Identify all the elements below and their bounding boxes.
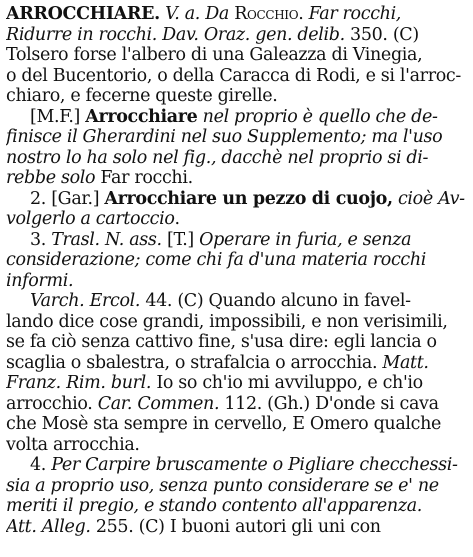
text-run: rebbe solo [6,168,96,188]
text-run: arrocchio. [6,393,98,414]
text-run: Varch. Ercol. [30,291,141,311]
text-run: 350. (C) [344,24,419,45]
text-run: Arrocchiare un pezzo di cuojo, [104,188,393,209]
text-run: Ridurre in rocchi. Dav. Oraz. gen. delib. [6,24,345,45]
text-run: 3. [30,229,52,250]
text-run: 4. [30,455,52,475]
text-run: Far rocchi. [95,168,193,188]
text-run: finisce il Gherardini nel suo Supplemento; ma l'uso [6,127,443,147]
text-run: Car. Commen. [97,393,220,414]
text-run: ARROCCHIARE. [6,4,160,24]
text-run: lando dice cose grandi, impossibili, e non verisimili, [6,311,448,332]
text-run: nostro lo ha solo nel fig., dacchè nel proprio si di- [6,147,429,168]
text-run: che Mosè sta sempre in cervello, E Omero qualche [6,414,442,434]
text-run: [M.F.] [30,106,86,127]
text-run: [T.] [161,229,200,250]
text-run: nel proprio è quello che de- [202,106,438,127]
text-run: Tolsero forse l'albero di una Galeazza di Vinegia, [6,45,423,65]
text-run: chiaro, e fecerne queste girelle. [6,86,278,106]
text-run: o del Bucentorio, o della Caracca di Rodi, e si l'arroc- [6,65,461,86]
text-run: scaglia o sbalestra, o strafalcia o arrocchia. [6,352,383,373]
text-run: 2. [Gar.] [30,188,105,209]
text-run: informi. [6,270,74,291]
text-run: Att. Alleg. [6,516,91,537]
text-run: meriti il pregio, e stando contento all'apparenza. [6,496,423,516]
text-run: 44. (C) Quando alcuno in favel- [140,291,411,311]
text-line [6,516,467,539]
text-run: Rocchio. [234,4,304,24]
text-run: Io so ch'io mi avviluppo, e ch'io [151,373,423,393]
text-run: Operare in furia, e senza [199,229,412,250]
text-run: Per Carpire bruscamente o Pigliare checchessi- [51,455,458,475]
text-run: . [174,209,180,229]
text-run: considerazione; come chi fa d'una materia rocchi [6,250,427,270]
text-run: cioè Av- [397,188,465,209]
text-run: se fa ciò senza cattivo fine, s'usa dire: egli lancia o [6,332,437,352]
text-run: Far rocchi, [308,4,402,24]
text-run: sia a proprio uso, senza punto considerare se e' ne [6,475,439,496]
text-run: Franz. Rim. burl. [6,373,152,393]
text-run: Arrocchiare [85,106,198,127]
text-run: volgerlo a cartoccio [6,209,175,229]
text-run: Trasl. N. ass. [51,229,162,250]
text-run: 255. (C) I buoni autori gli uni con [90,516,381,537]
text-run: Matt. [382,352,429,373]
text-run: V. a. Da [165,4,229,24]
text-run: volta arrocchia. [6,434,140,455]
text-run: 112. (Gh.) D'onde si cava [219,393,439,414]
